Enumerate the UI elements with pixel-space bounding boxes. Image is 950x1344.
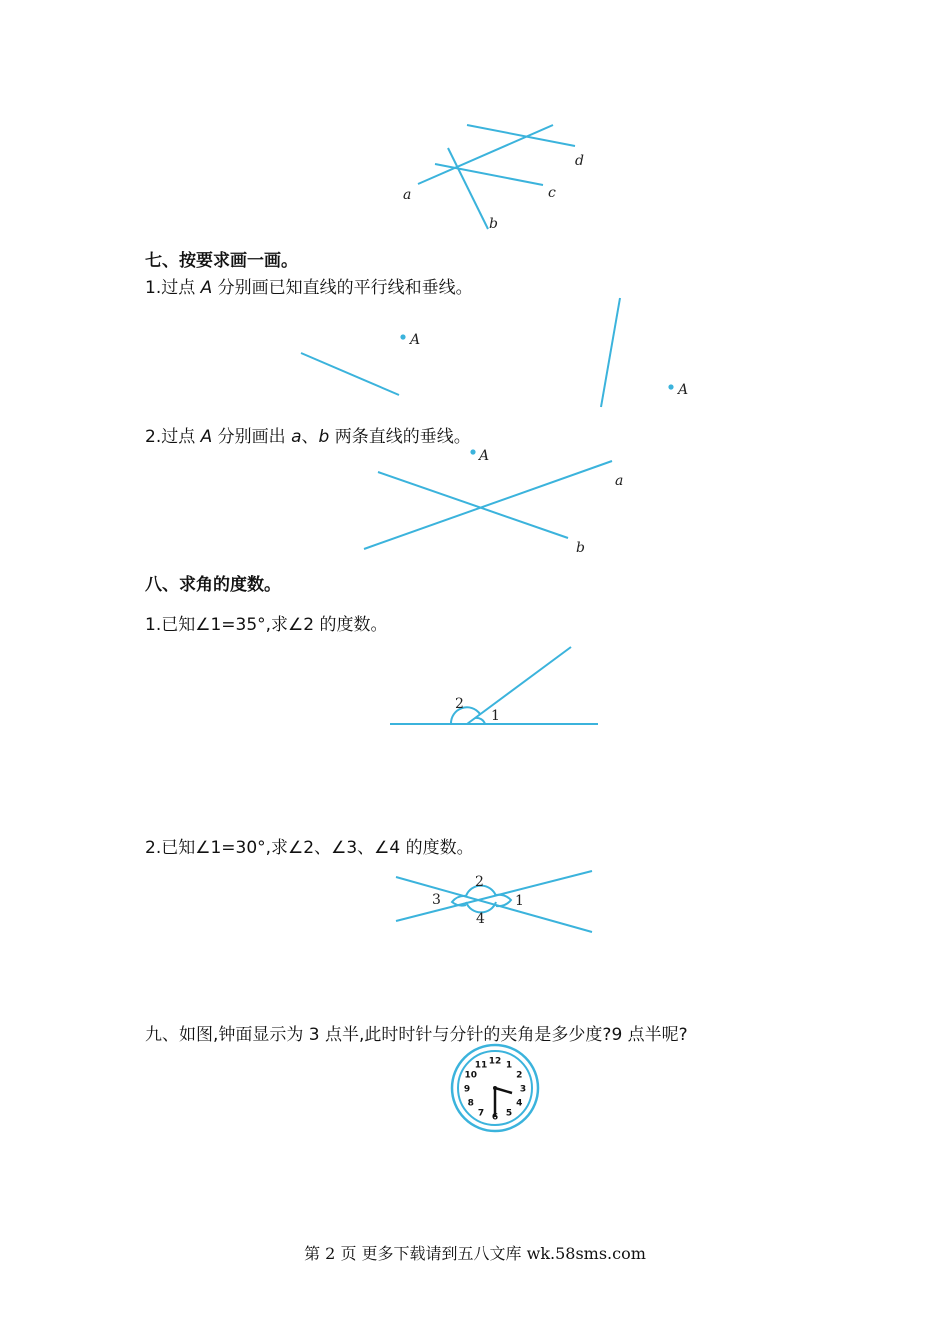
section7-q1 bbox=[145, 277, 473, 299]
angle-label-1: 1 bbox=[491, 708, 500, 724]
line-b-q2 bbox=[378, 472, 568, 538]
page-footer: 第 2 页 更多下载请到五八文库 wk.58sms.com bbox=[304, 1244, 646, 1263]
q2-text-mid: 分别画出 bbox=[212, 427, 292, 447]
clock-number-1: 1 bbox=[505, 1060, 513, 1071]
angle-label-4: 4 bbox=[476, 911, 485, 927]
q2-line-a-var: a bbox=[291, 427, 302, 447]
q1-point-var: A bbox=[200, 278, 213, 298]
cross-line-2 bbox=[396, 871, 592, 921]
clock-number-2: 2 bbox=[516, 1070, 523, 1081]
label-point-a-1: A bbox=[410, 332, 421, 348]
ray-line bbox=[467, 647, 571, 724]
angle-label-3: 3 bbox=[432, 892, 441, 908]
line-a bbox=[418, 125, 553, 184]
point-a-3 bbox=[470, 449, 475, 454]
q8-1-figure bbox=[390, 647, 598, 724]
clock-number-6: 6 bbox=[491, 1112, 499, 1123]
q1-text-pre: 1.过点 bbox=[145, 278, 201, 298]
clock-number-3: 3 bbox=[519, 1084, 527, 1095]
clock-number-12: 12 bbox=[488, 1056, 502, 1067]
clock-number-4: 4 bbox=[516, 1098, 523, 1109]
label-d: d bbox=[575, 153, 584, 169]
section9-heading: 九、如图,钟面显示为 3 点半,此时时针与分针的夹角是多少度?9 点半呢? bbox=[145, 1025, 688, 1045]
label-point-a-2: A bbox=[678, 382, 689, 398]
intersecting-lines-figure bbox=[403, 125, 584, 232]
label-a: a bbox=[403, 187, 412, 203]
clock-figure bbox=[452, 1045, 538, 1131]
section8-q1: 1.已知∠1=35°,求∠2 的度数。 bbox=[145, 615, 388, 635]
q2-sep: 、 bbox=[301, 427, 319, 447]
q2-line-b-var: b bbox=[318, 427, 330, 447]
clock-number-5: 5 bbox=[505, 1108, 513, 1119]
label-line-a: a bbox=[615, 473, 624, 489]
clock-number-11: 11 bbox=[474, 1060, 488, 1071]
line-a-q2 bbox=[364, 461, 612, 549]
q8-2-figure bbox=[396, 871, 592, 932]
q7-1-figure bbox=[301, 298, 688, 407]
section7-heading: 七、按要求画一画。 bbox=[145, 251, 298, 271]
label-line-b: b bbox=[576, 540, 585, 556]
clock-center bbox=[493, 1086, 497, 1090]
angle-label-2b: 2 bbox=[475, 874, 484, 890]
q2-text-post: 两条直线的垂线。 bbox=[329, 427, 471, 447]
given-line-2 bbox=[601, 298, 620, 407]
q2-point-var: A bbox=[200, 427, 213, 447]
q2-text-pre: 2.过点 bbox=[145, 427, 201, 447]
point-a-1 bbox=[400, 334, 405, 339]
point-a-2 bbox=[668, 384, 673, 389]
label-b: b bbox=[489, 216, 498, 232]
line-c bbox=[435, 164, 543, 185]
clock-number-10: 10 bbox=[464, 1070, 478, 1081]
given-line-1 bbox=[301, 353, 399, 395]
line-d bbox=[467, 125, 575, 146]
clock-number-9: 9 bbox=[463, 1084, 471, 1095]
section7-q2 bbox=[145, 426, 471, 448]
angle-label-2: 2 bbox=[455, 696, 464, 712]
section8-q2: 2.已知∠1=30°,求∠2、∠3、∠4 的度数。 bbox=[145, 838, 474, 858]
section8-heading: 八、求角的度数。 bbox=[145, 575, 281, 595]
label-c: c bbox=[548, 185, 556, 201]
label-point-a-3: A bbox=[479, 448, 490, 464]
clock-number-8: 8 bbox=[467, 1098, 474, 1109]
q7-2-figure bbox=[364, 448, 623, 556]
clock-number-7: 7 bbox=[477, 1108, 485, 1119]
angle-label-1b: 1 bbox=[515, 893, 524, 909]
angle-1-arc-b bbox=[496, 895, 511, 906]
line-b bbox=[448, 148, 488, 229]
q1-text-post: 分别画已知直线的平行线和垂线。 bbox=[212, 278, 473, 298]
